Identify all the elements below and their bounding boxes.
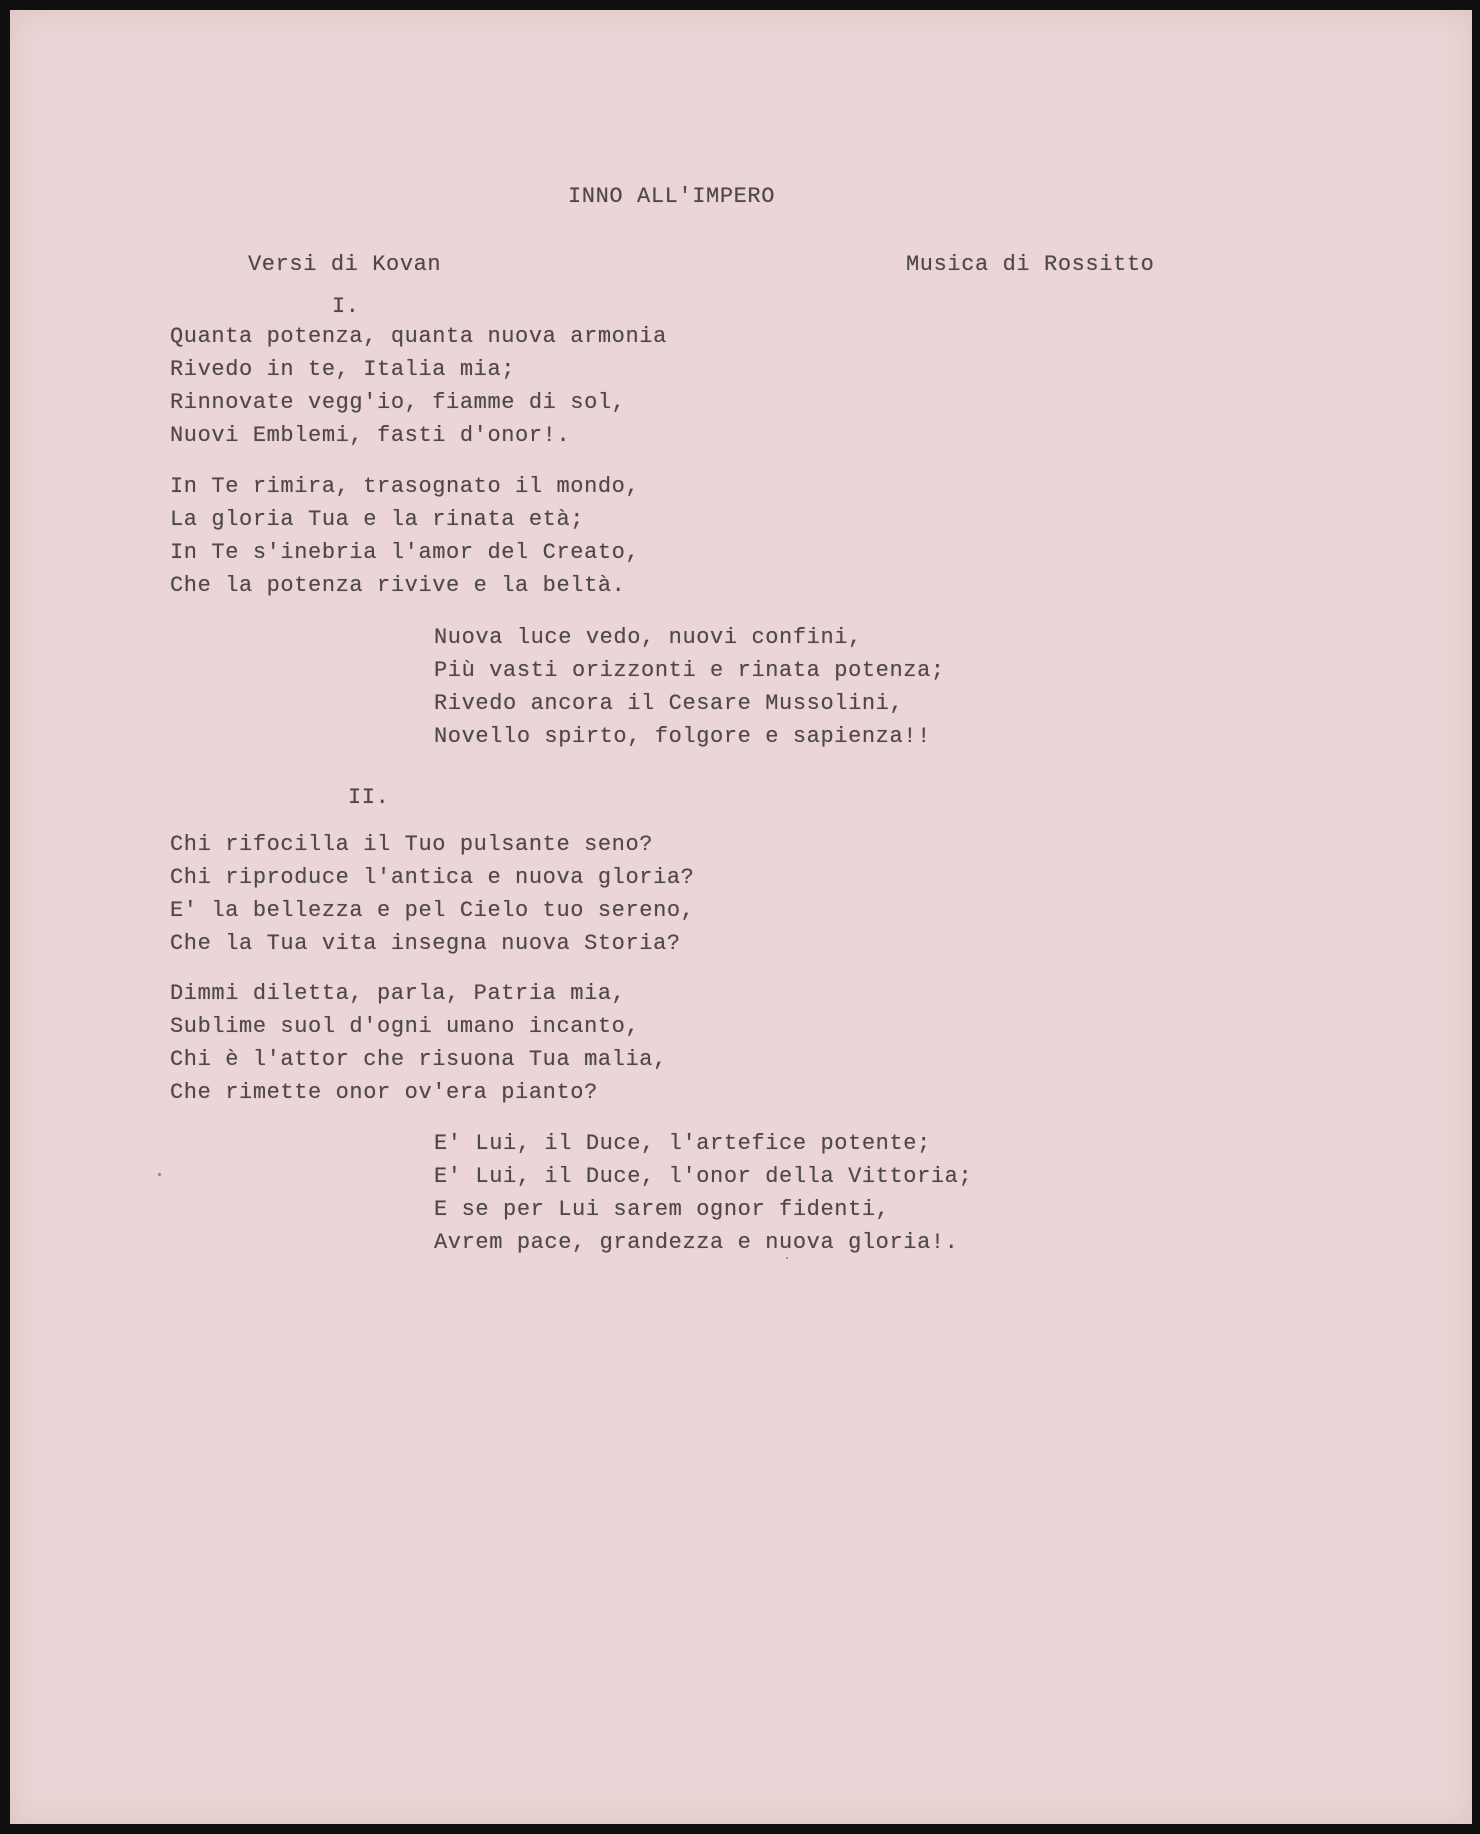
verse-line: Che rimette onor ov'era pianto?: [170, 1080, 598, 1105]
verse-line: Che la Tua vita insegna nuova Storia?: [170, 931, 681, 956]
verse-line: In Te s'inebria l'amor del Creato,: [170, 540, 640, 565]
verse-line: La gloria Tua e la rinata età;: [170, 507, 585, 532]
verse-line: Rivedo ancora il Cesare Mussolini,: [434, 691, 904, 716]
verse-line: Avrem pace, grandezza e nuova gloria!.: [434, 1230, 959, 1255]
verse-line: Nuovi Emblemi, fasti d'onor!.: [170, 423, 571, 448]
lyricist-credit: Versi di Kovan: [248, 252, 442, 277]
typed-page: [10, 10, 1472, 1824]
section-numeral-2: II.: [348, 785, 390, 810]
document-title: INNO ALL'IMPERO: [568, 184, 776, 209]
verse-line: Che la potenza rivive e la beltà.: [170, 573, 626, 598]
composer-credit: Musica di Rossitto: [906, 252, 1155, 277]
verse-line: Chi riproduce l'antica e nuova gloria?: [170, 865, 695, 890]
verse-line: Chi è l'attor che risuona Tua malia,: [170, 1047, 667, 1072]
stanza-6-refrain: [434, 1127, 972, 1259]
stanza-3-refrain: [434, 621, 945, 753]
verse-line: Dimmi diletta, parla, Patria mia,: [170, 981, 626, 1006]
stanza-1: [170, 320, 667, 452]
stanza-5: [170, 977, 667, 1109]
verse-line: E' Lui, il Duce, l'onor della Vittoria;: [434, 1164, 973, 1189]
verse-line: Chi rifocilla il Tuo pulsante seno?: [170, 832, 654, 857]
verse-line: E se per Lui sarem ognor fidenti,: [434, 1197, 890, 1222]
verse-line: E' Lui, il Duce, l'artefice potente;: [434, 1131, 931, 1156]
verse-line: Sublime suol d'ogni umano incanto,: [170, 1014, 640, 1039]
verse-line: Rinnovate vegg'io, fiamme di sol,: [170, 390, 626, 415]
verse-line: E' la bellezza e pel Cielo tuo sereno,: [170, 898, 695, 923]
section-numeral-1: I.: [332, 294, 360, 319]
stanza-2: [170, 470, 639, 602]
verse-line: In Te rimira, trasognato il mondo,: [170, 474, 640, 499]
stanza-4: [170, 828, 694, 960]
verse-line: Novello spirto, folgore e sapienza!!: [434, 724, 931, 749]
paper-speck: [786, 1257, 788, 1259]
verse-line: Rivedo in te, Italia mia;: [170, 357, 516, 382]
verse-line: Più vasti orizzonti e rinata potenza;: [434, 658, 945, 683]
paper-speck: [158, 1173, 161, 1176]
verse-line: Nuova luce vedo, nuovi confini,: [434, 625, 862, 650]
verse-line: Quanta potenza, quanta nuova armonia: [170, 324, 667, 349]
